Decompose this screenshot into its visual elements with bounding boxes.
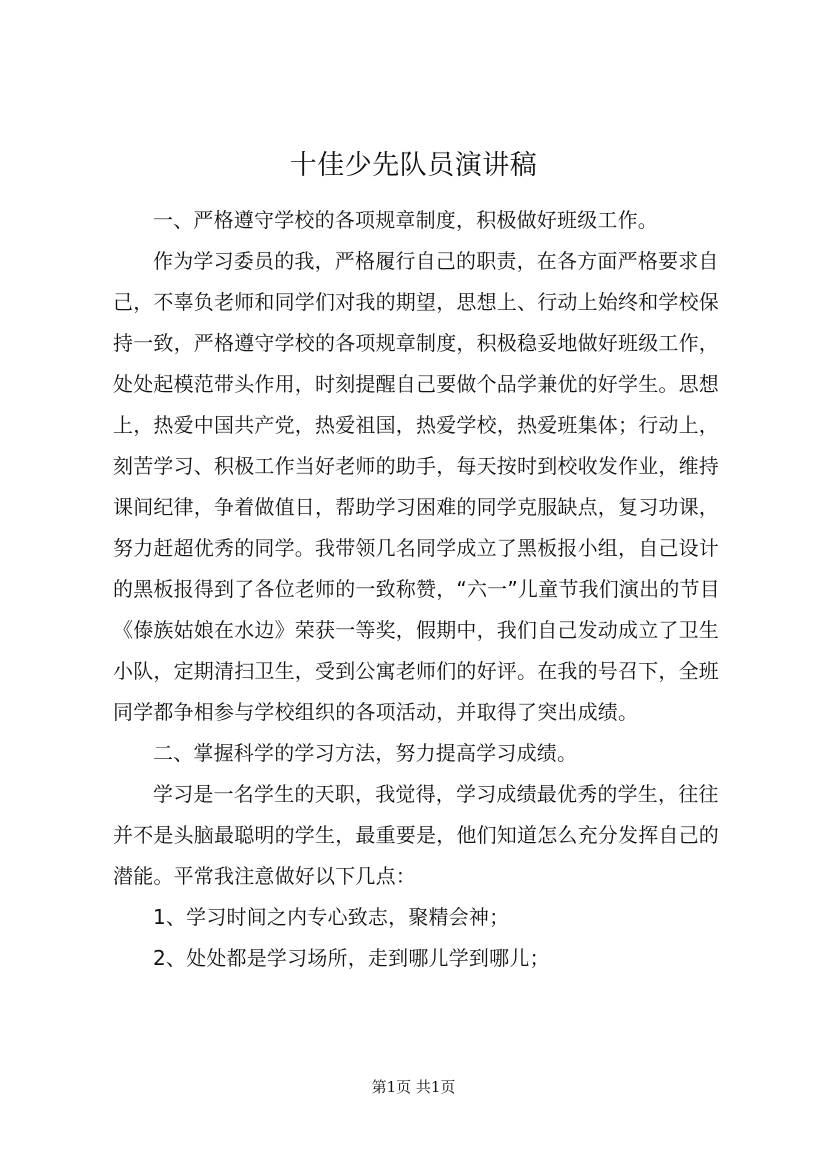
- list-item-1: 1、学习时间之内专心致志，聚精会神；: [153, 905, 510, 929]
- page-footer: 第1页 共1页: [371, 1078, 456, 1096]
- section-heading-2: 二、掌握科学的学习方法，努力提高学习成绩。: [153, 741, 578, 765]
- document-title: 十佳少先队员演讲稿: [289, 150, 538, 181]
- list-item-2: 2、处处都是学习场所，走到哪儿学到哪儿；: [153, 946, 550, 970]
- section-heading-1: 一、严格遵守学校的各项规章制度，积极做好班级工作。: [153, 208, 658, 232]
- document-body: [113, 200, 738, 979]
- body-paragraph-2: 学习是一名学生的天职，我觉得，学习成绩最优秀的学生，往往并不是头脑最聪明的学生，最重要是，他们知道怎么充分发挥自己的潜能。平常我注意做好以下几点：: [113, 782, 719, 888]
- body-paragraph-1: 作为学习委员的我，严格履行自己的职责，在各方面严格要求自己，不辜负老师和同学们对我的期望，思想上、行动上始终和学校保持一致，严格遵守学校的各项规章制度，积极稳妥地做好班级工作，处处起模范带头作用，时刻提醒自己要做个品学兼优的好学生。思想上，热爱中国共产党，热爱祖国，热爱学校，热爱班集体；行动上，刻苦学习、积极工作当好老师的助手，每天按时到校收发作业，维持课间纪律，争着做值日，帮助学习困难的同学克服缺点，复习功课，努力赶超优秀的同学。我带领几名同学成立了黑板报小组，自己设计的黑板报得到了各位老师的一致称赞，“六一”儿童节我们演出的节目《傣族姑娘在水边》荣获一等奖，假期中，我们自己发动成立了卫生小队，定期清扫卫生，受到公寓老师们的好评。在我的号召下，全班同学都争相参与学校组织的各项活动，并取得了突出成绩。: [113, 249, 720, 724]
